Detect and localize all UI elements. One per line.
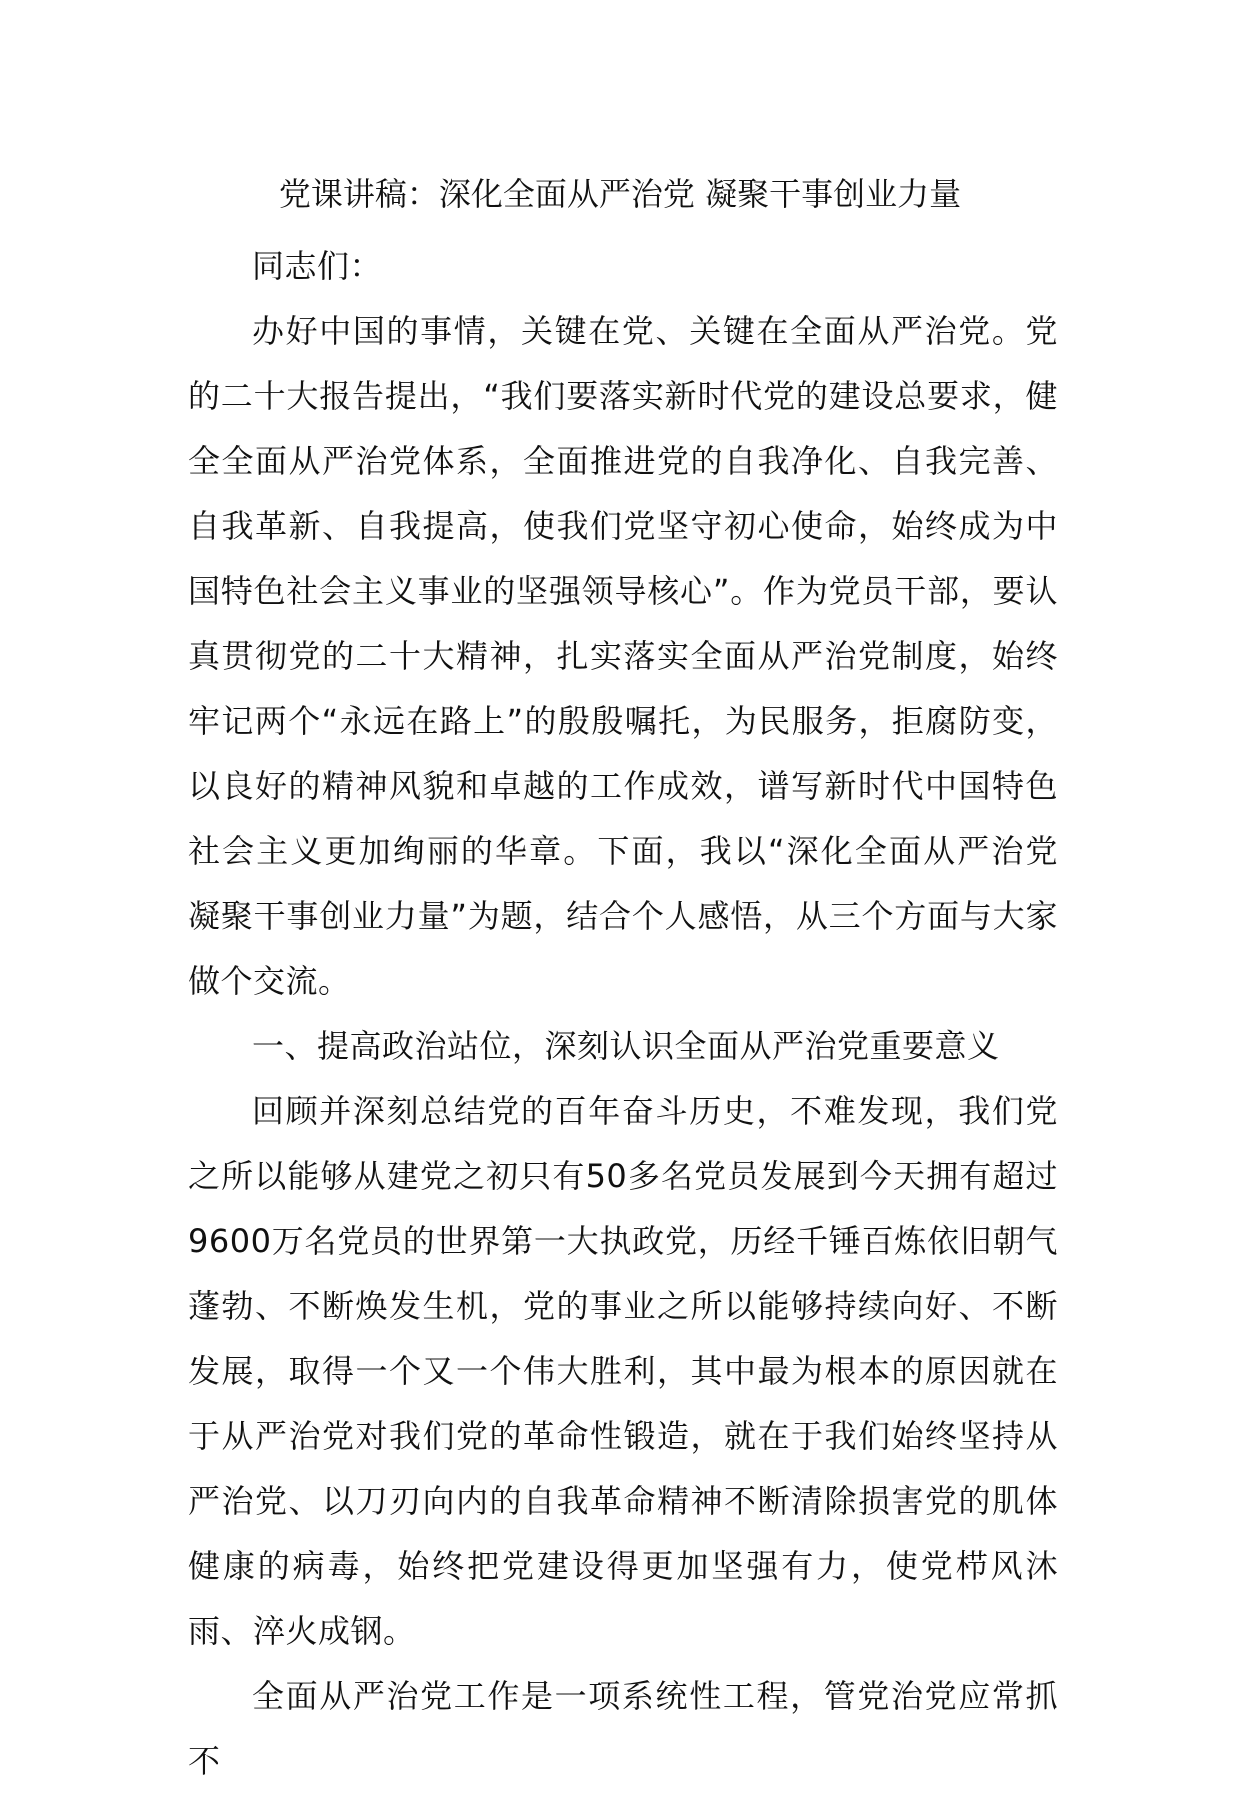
section-heading-1: 一、提高政治站位，深刻认识全面从严治党重要意义 (252, 1027, 1000, 1065)
salutation-paragraph: 同志们： (252, 247, 383, 285)
intro-paragraph: 办好中国的事情，关键在党、关键在全面从严治党。党的二十大报告提出，“我们要落实新时代党的建设总要求，健全全面从严治党体系，全面推进党的自我净化、自我完善、自我革新、自我提高，使我们党坚守初心使命，始终成为中国特色社会主义事业的坚强领导核心”。作为党员干部，要认真贯彻党的二十大精神，扎实落实全面从严治党制度，始终牢记两个“永远在路上”的殷殷嘱托，为民服务，拒腐防变，以良好的精神风貌和卓越的工作成效，谱写新时代中国特色社会主义更加绚丽的华章。下面，我以“深化全面从严治党 凝聚干事创业力量”为题，结合个人感悟，从三个方面与大家做个交流。 (188, 312, 1058, 1000)
document-body (188, 234, 1058, 1794)
body-paragraph-system: 全面从严治党工作是一项系统性工程，管党治党应常抓不 (188, 1677, 1058, 1780)
document-title: 党课讲稿：深化全面从严治党 凝聚干事创业力量 (278, 175, 962, 213)
body-paragraph-history: 回顾并深刻总结党的百年奋斗历史，不难发现，我们党之所以能够从建党之初只有50多名党员发展到今天拥有超过9600万名党员的世界第一大执政党，历经千锤百炼依旧朝气蓬勃、不断焕发生机，党的事业之所以能够持续向好、不断发展，取得一个又一个伟大胜利，其中最为根本的原因就在于从严治党对我们党的革命性锻造，就在于我们始终坚持从严治党、以刀刃向内的自我革命精神不断清除损害党的肌体健康的病毒，始终把党建设得更加坚强有力，使党栉风沐雨、淬火成钢。 (188, 1092, 1058, 1650)
